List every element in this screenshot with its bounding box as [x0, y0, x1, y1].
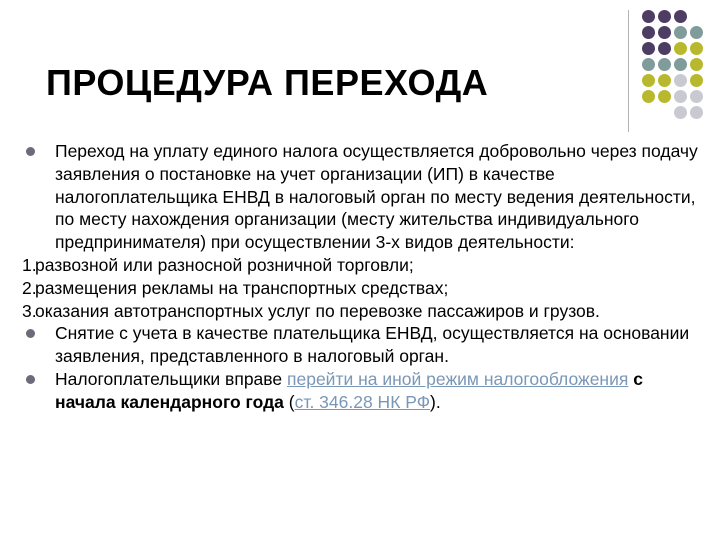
dot-olive [674, 42, 687, 55]
item-number: 2. [22, 277, 37, 298]
dot-purple [642, 26, 655, 39]
page-title: ПРОЦЕДУРА ПЕРЕХОДА [46, 62, 489, 103]
bullet-item-deregistration [22, 322, 698, 368]
dot-purple [642, 42, 655, 55]
bullet-dot-icon [26, 147, 35, 156]
regime-change-link[interactable]: перейти на иной режим налогообложения [287, 368, 629, 389]
dot-teal [674, 58, 687, 71]
dot-light [674, 106, 687, 119]
bullet-text: Переход на уплату единого налога осуществляется добровольно через подачу заявления о постановке на учет организации (ИП) в качестве налогоплательщика ЕНВД в налоговый орган по месту ведения деятельности, по месту нахождения организации (месту жительства индивидуального предпринимателя) при осуществлении 3-х видов деятельности: [55, 141, 698, 253]
tax-code-article-link[interactable]: ст. 346.28 НК РФ [294, 391, 431, 412]
item-text: размещения рекламы на транспортных средствах; [35, 277, 449, 298]
title-divider [628, 10, 629, 132]
item-text: оказания автотранспортных услуг по перевозке пассажиров и грузов. [35, 300, 600, 321]
numbered-item [22, 254, 698, 277]
calendar-year-text: с начала календарного года [55, 368, 643, 412]
dot-teal [690, 26, 703, 39]
dot-light [674, 74, 687, 87]
bullet-text: Снятие с учета в качестве плательщика ЕНВД, осуществляется на основании заявления, представленного в налоговый орган. [55, 323, 690, 367]
dot-olive [642, 90, 655, 103]
paren-close: ). [430, 391, 441, 412]
bullet-dot-icon [26, 329, 35, 338]
dot-purple [642, 10, 655, 23]
decorative-dot-grid [638, 10, 718, 130]
slide-body [22, 140, 698, 414]
paren-open: ( [288, 391, 295, 412]
dot-light [690, 106, 703, 119]
dot-purple [674, 10, 687, 23]
dot-olive [690, 42, 703, 55]
numbered-item [22, 300, 698, 323]
dot-olive [642, 74, 655, 87]
dot-teal [642, 58, 655, 71]
dot-light [674, 90, 687, 103]
numbered-item [22, 277, 698, 300]
dot-olive [658, 74, 671, 87]
bullet-text-before: Налогоплательщики вправе [55, 368, 283, 389]
bullet-item-transition [22, 140, 698, 254]
dot-teal [658, 58, 671, 71]
dot-light [690, 90, 703, 103]
dot-purple [658, 42, 671, 55]
dot-purple [658, 26, 671, 39]
item-number: 3. [22, 300, 37, 321]
dot-olive [690, 74, 703, 87]
dot-purple [658, 10, 671, 23]
bullet-dot-icon [26, 375, 35, 384]
item-number: 1. [22, 254, 37, 275]
dot-olive [690, 58, 703, 71]
dot-olive [658, 90, 671, 103]
item-text: развозной или разносной розничной торговли; [35, 254, 414, 275]
bullet-item-taxpayers [22, 368, 698, 414]
dot-teal [674, 26, 687, 39]
